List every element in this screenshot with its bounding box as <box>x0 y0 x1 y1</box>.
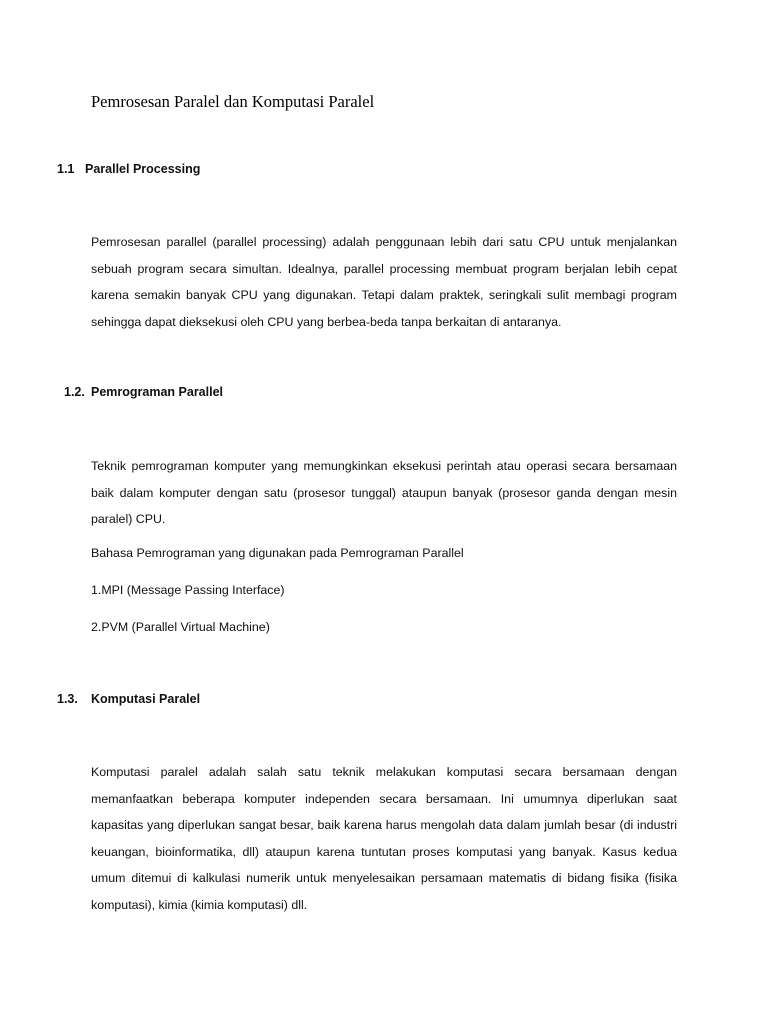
section-heading-1-3 <box>57 692 200 706</box>
languages-intro: Bahasa Pemrograman yang digunakan pada Pemrograman Parallel <box>91 546 464 560</box>
language-list-item: 1.MPI (Message Passing Interface) <box>91 583 285 597</box>
section-title: Komputasi Paralel <box>91 692 201 706</box>
section-heading-1-1 <box>57 162 200 176</box>
section-number: 1.1 <box>57 162 75 176</box>
section-paragraph-1-1: Pemrosesan parallel (parallel processing) adalah penggunaan lebih dari satu CPU untuk menjalankan sebuah program secara simultan. Idealnya, parallel processing membuat program berjalan lebih cepat karena semakin banyak CPU yang digunakan. Tetapi dalam praktek, seringkali sulit membagi program sehingga dapat dieksekusi oleh CPU yang berbea-beda tanpa berkaitan di antaranya. <box>91 235 677 329</box>
document-title: Pemrosesan Paralel dan Komputasi Paralel <box>91 92 375 111</box>
section-number: 1.2. <box>64 385 85 399</box>
section-title: Pemrograman Parallel <box>91 385 224 399</box>
language-list-item: 2.PVM (Parallel Virtual Machine) <box>91 620 270 634</box>
section-title: Parallel Processing <box>85 162 201 176</box>
section-number: 1.3. <box>57 692 78 706</box>
section-heading-1-2 <box>64 385 223 399</box>
section-paragraph-1-3: Komputasi paralel adalah salah satu teknik melakukan komputasi secara bersamaan dengan memanfaatkan beberapa komputer independen secara bersamaan. Ini umumnya diperlukan saat kapasitas yang diperlukan sangat besar, baik karena harus mengolah data dalam jumlah besar (di industri keuangan, bioinformatika, dll) ataupun karena tuntutan proses komputasi yang banyak. Kasus kedua umum ditemui di kalkulasi numerik untuk menyelesaikan persamaan matematis di bidang fisika (fisika komputasi), kimia (kimia komputasi) dll. <box>91 765 677 912</box>
section-paragraph-1-2: Teknik pemrograman komputer yang memungkinkan eksekusi perintah atau operasi secara bersamaan baik dalam komputer dengan satu (prosesor tunggal) ataupun banyak (prosesor ganda dengan mesin paralel) CPU. <box>91 459 677 526</box>
